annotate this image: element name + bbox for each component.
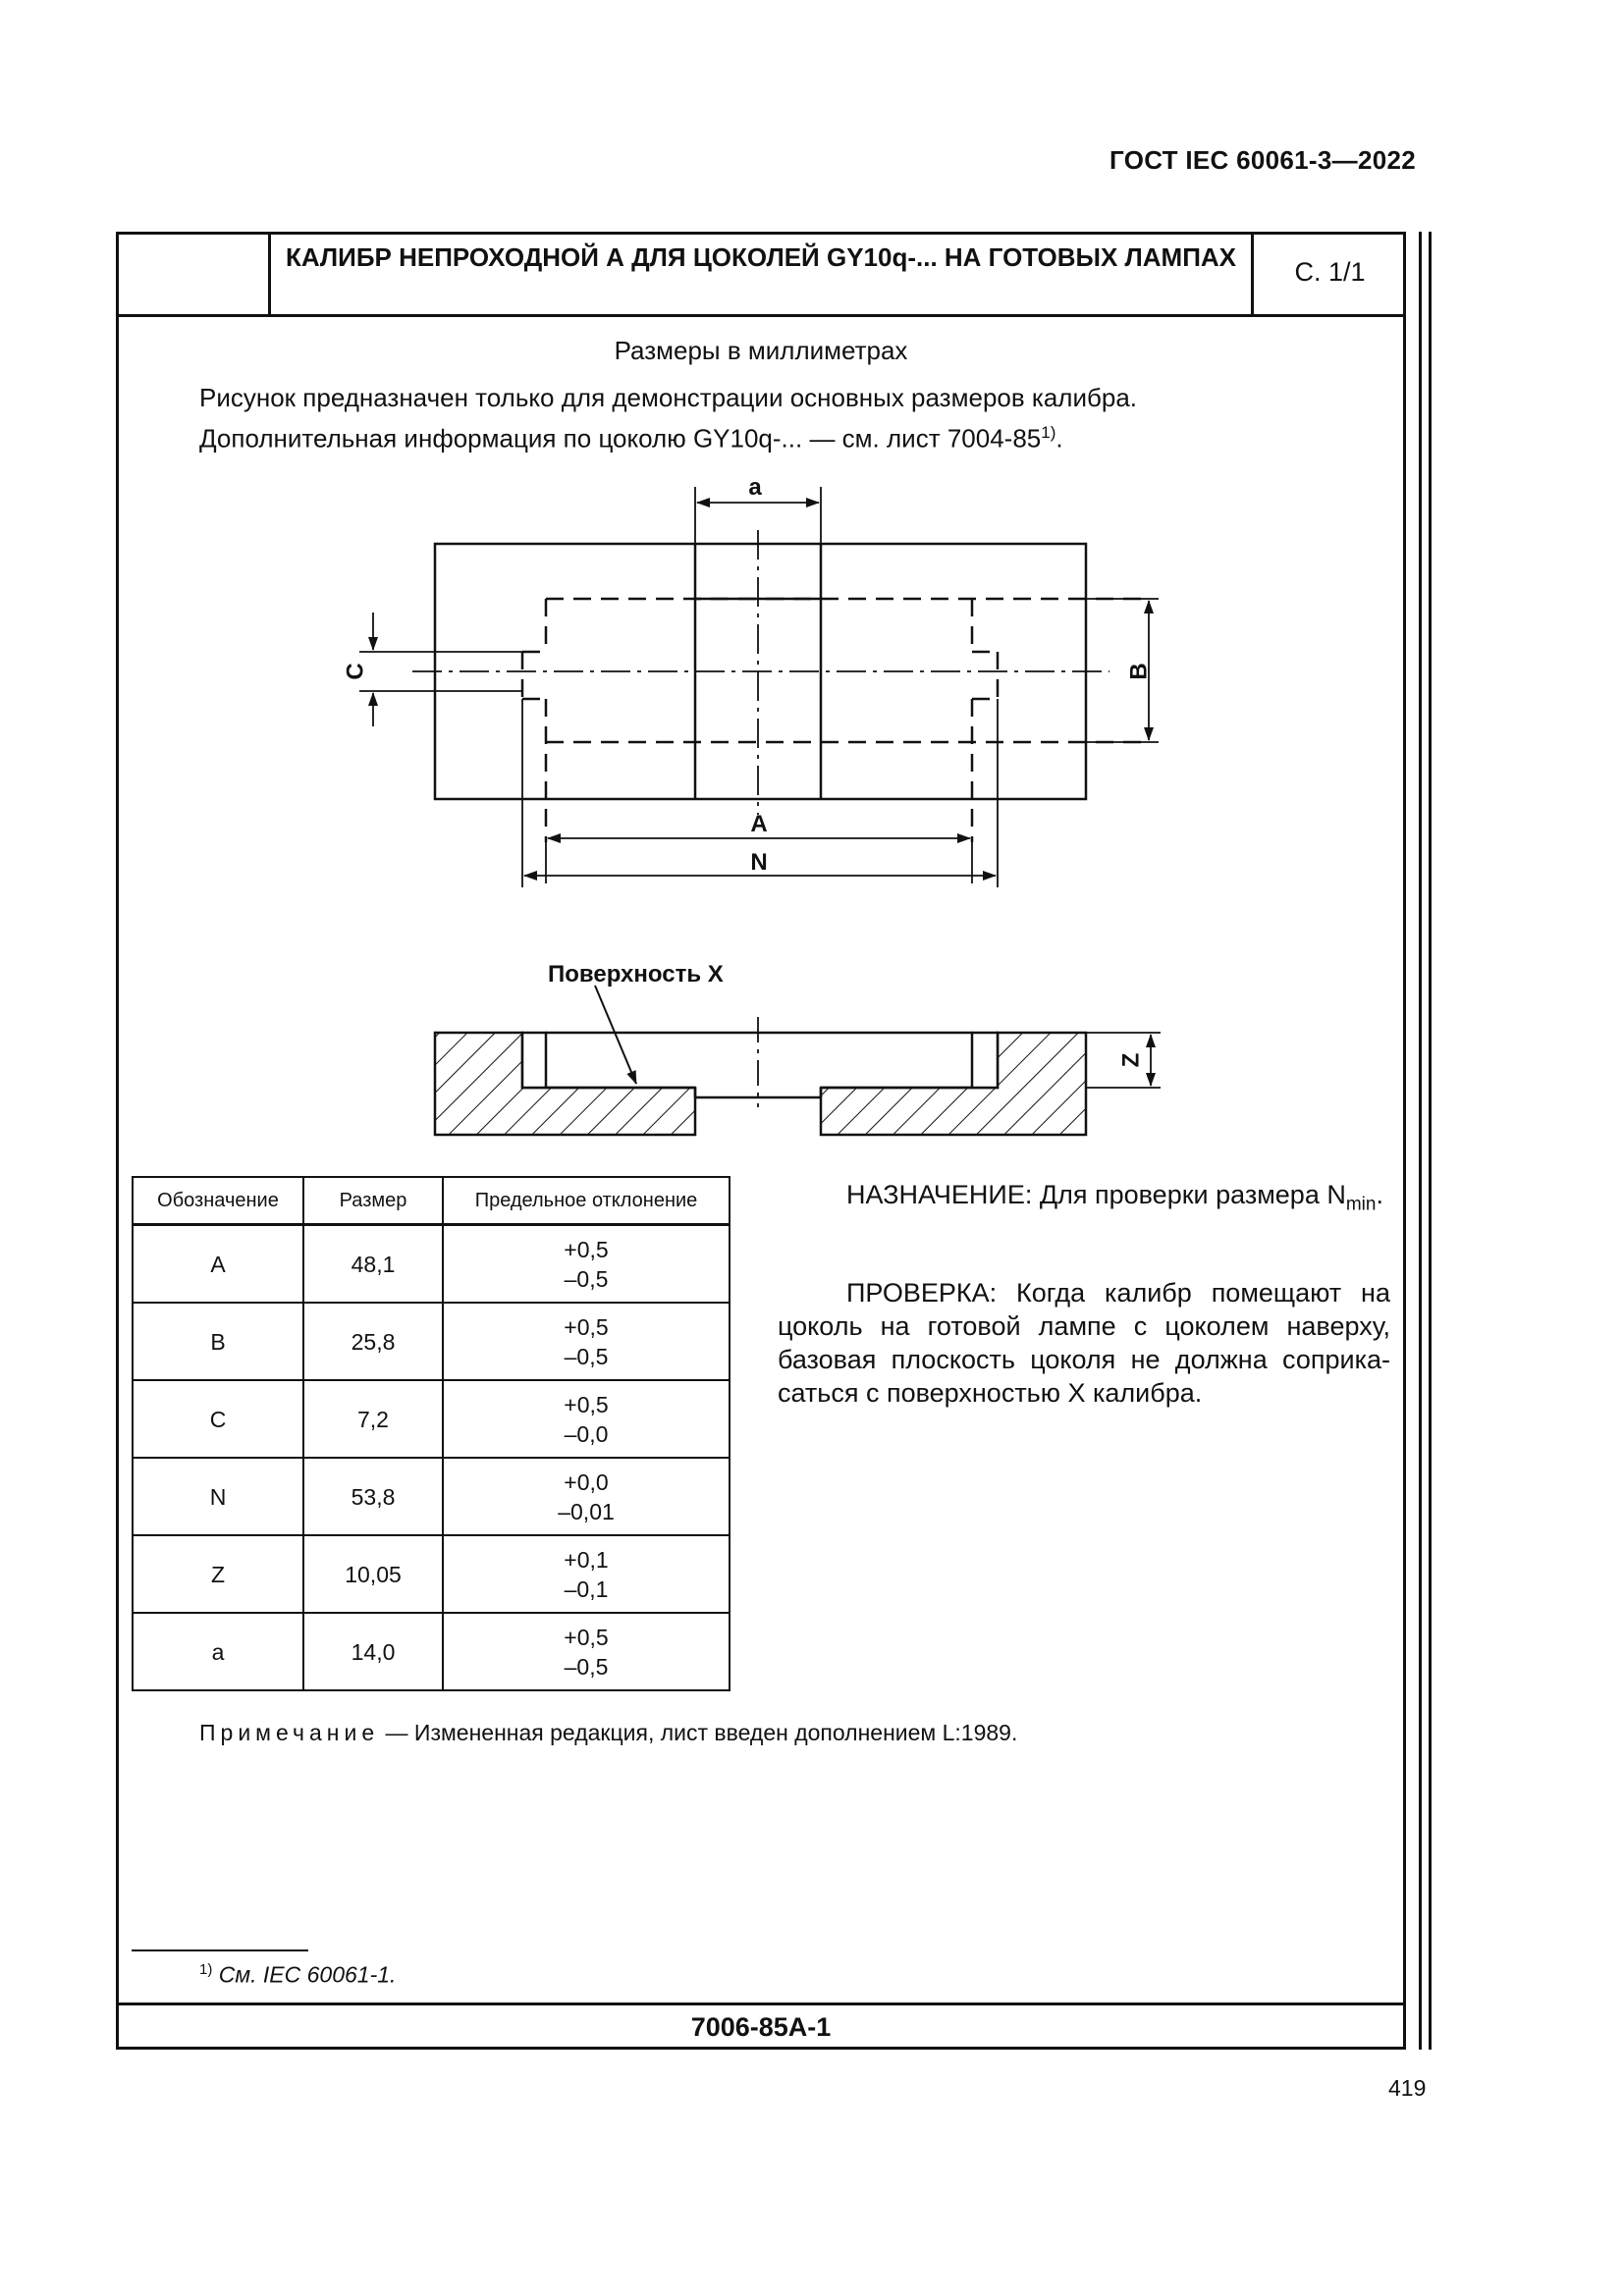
header-divider xyxy=(116,314,1406,317)
table-row xyxy=(133,1458,730,1535)
label-Z: Z xyxy=(1117,1052,1145,1068)
gauge-drawing xyxy=(0,461,1623,1168)
label-C: C xyxy=(342,663,369,680)
table-row xyxy=(133,1303,730,1380)
table-row xyxy=(133,1613,730,1690)
section-right-step xyxy=(972,1033,998,1088)
cell-symbol: a xyxy=(133,1613,303,1690)
label-B: B xyxy=(1125,663,1153,680)
cell-tolerance: +0,5 –0,5 xyxy=(443,1303,730,1380)
sheet-title: КАЛИБР НЕПРОХОДНОЙ А ДЛЯ ЦОКОЛЕЙ GY10q-... НА ГОТОВЫХ ЛАМПАХ xyxy=(285,242,1237,272)
section-view xyxy=(435,986,1161,1135)
cell-size: 7,2 xyxy=(303,1380,443,1458)
note: Примечание — Измененная редакция, лист введен дополнением L:1989. xyxy=(199,1720,1018,1745)
sheet-number: 7006-85A-1 xyxy=(690,2012,832,2042)
footnote-ref: 1) xyxy=(1041,423,1056,442)
label-A: A xyxy=(750,811,768,837)
table-row xyxy=(133,1535,730,1613)
cell-tolerance: +0,5 –0,0 xyxy=(443,1380,730,1458)
label-N: N xyxy=(750,849,768,876)
intro-line-1: Рисунок предназначен только для демонстрации основных размеров калибра. xyxy=(199,383,1138,412)
table-row xyxy=(133,1380,730,1458)
cell-symbol: B xyxy=(133,1303,303,1380)
purpose-paragraph: НАЗНАЧЕНИЕ: Для проверки размера $N_{min}$. xyxy=(846,1180,1383,1215)
centerlines xyxy=(412,530,1109,815)
check-paragraph: ПРОВЕРКА: Когда калибр помещают на цоколь на готовой лампе с цоколем наверху, базовая плоскость цоколя не должна соприкасаться с поверхностью X калибра. xyxy=(778,1278,1390,1408)
cell-size: 10,05 xyxy=(303,1535,443,1613)
page-number: 419 xyxy=(1388,2075,1427,2101)
cell-symbol: Z xyxy=(133,1535,303,1613)
col-header-size: Размер xyxy=(303,1177,443,1225)
surface-leader xyxy=(595,986,636,1084)
sheet-label: С. 1/1 xyxy=(1294,257,1366,287)
dimension-table xyxy=(132,1176,730,1691)
footnote: $^{1)}$ См. IEC 60061-1. xyxy=(199,1961,397,1988)
col-header-tolerance: Предельное отклонение xyxy=(443,1177,730,1225)
footnote-rule xyxy=(132,1949,308,1951)
cell-size: 25,8 xyxy=(303,1303,443,1380)
cell-symbol: C xyxy=(133,1380,303,1458)
footer-divider xyxy=(116,2002,1406,2005)
section-right-hatch xyxy=(821,1033,1086,1135)
section-left-step xyxy=(522,1033,546,1088)
standard-designation: ГОСТ IEC 60061-3—2022 xyxy=(1109,145,1416,175)
col-header-symbol: Обозначение xyxy=(133,1177,303,1225)
cell-tolerance: +0,0 –0,01 xyxy=(443,1458,730,1535)
cell-symbol: A xyxy=(133,1225,303,1304)
cell-size: 53,8 xyxy=(303,1458,443,1535)
cell-symbol: N xyxy=(133,1458,303,1535)
label-a: a xyxy=(748,474,762,501)
section-left-hatch xyxy=(435,1033,695,1135)
label-surface-x: Поверхность X xyxy=(548,961,724,988)
intro-line-2: Дополнительная информация по цоколю GY10q-... — см. лист 7004-85$^{1)}$. xyxy=(199,423,1063,454)
hidden-contour xyxy=(522,599,1151,842)
cell-tolerance: +0,5 –0,5 xyxy=(443,1613,730,1690)
drawing-labels xyxy=(343,474,1153,1067)
cell-tolerance: +0,5 –0,5 xyxy=(443,1225,730,1304)
cell-size: 48,1 xyxy=(303,1225,443,1304)
cell-size: 14,0 xyxy=(303,1613,443,1690)
cell-tolerance: +0,1 –0,1 xyxy=(443,1535,730,1613)
table-row xyxy=(133,1225,730,1304)
units-note: Размеры в миллиметрах xyxy=(614,336,908,365)
